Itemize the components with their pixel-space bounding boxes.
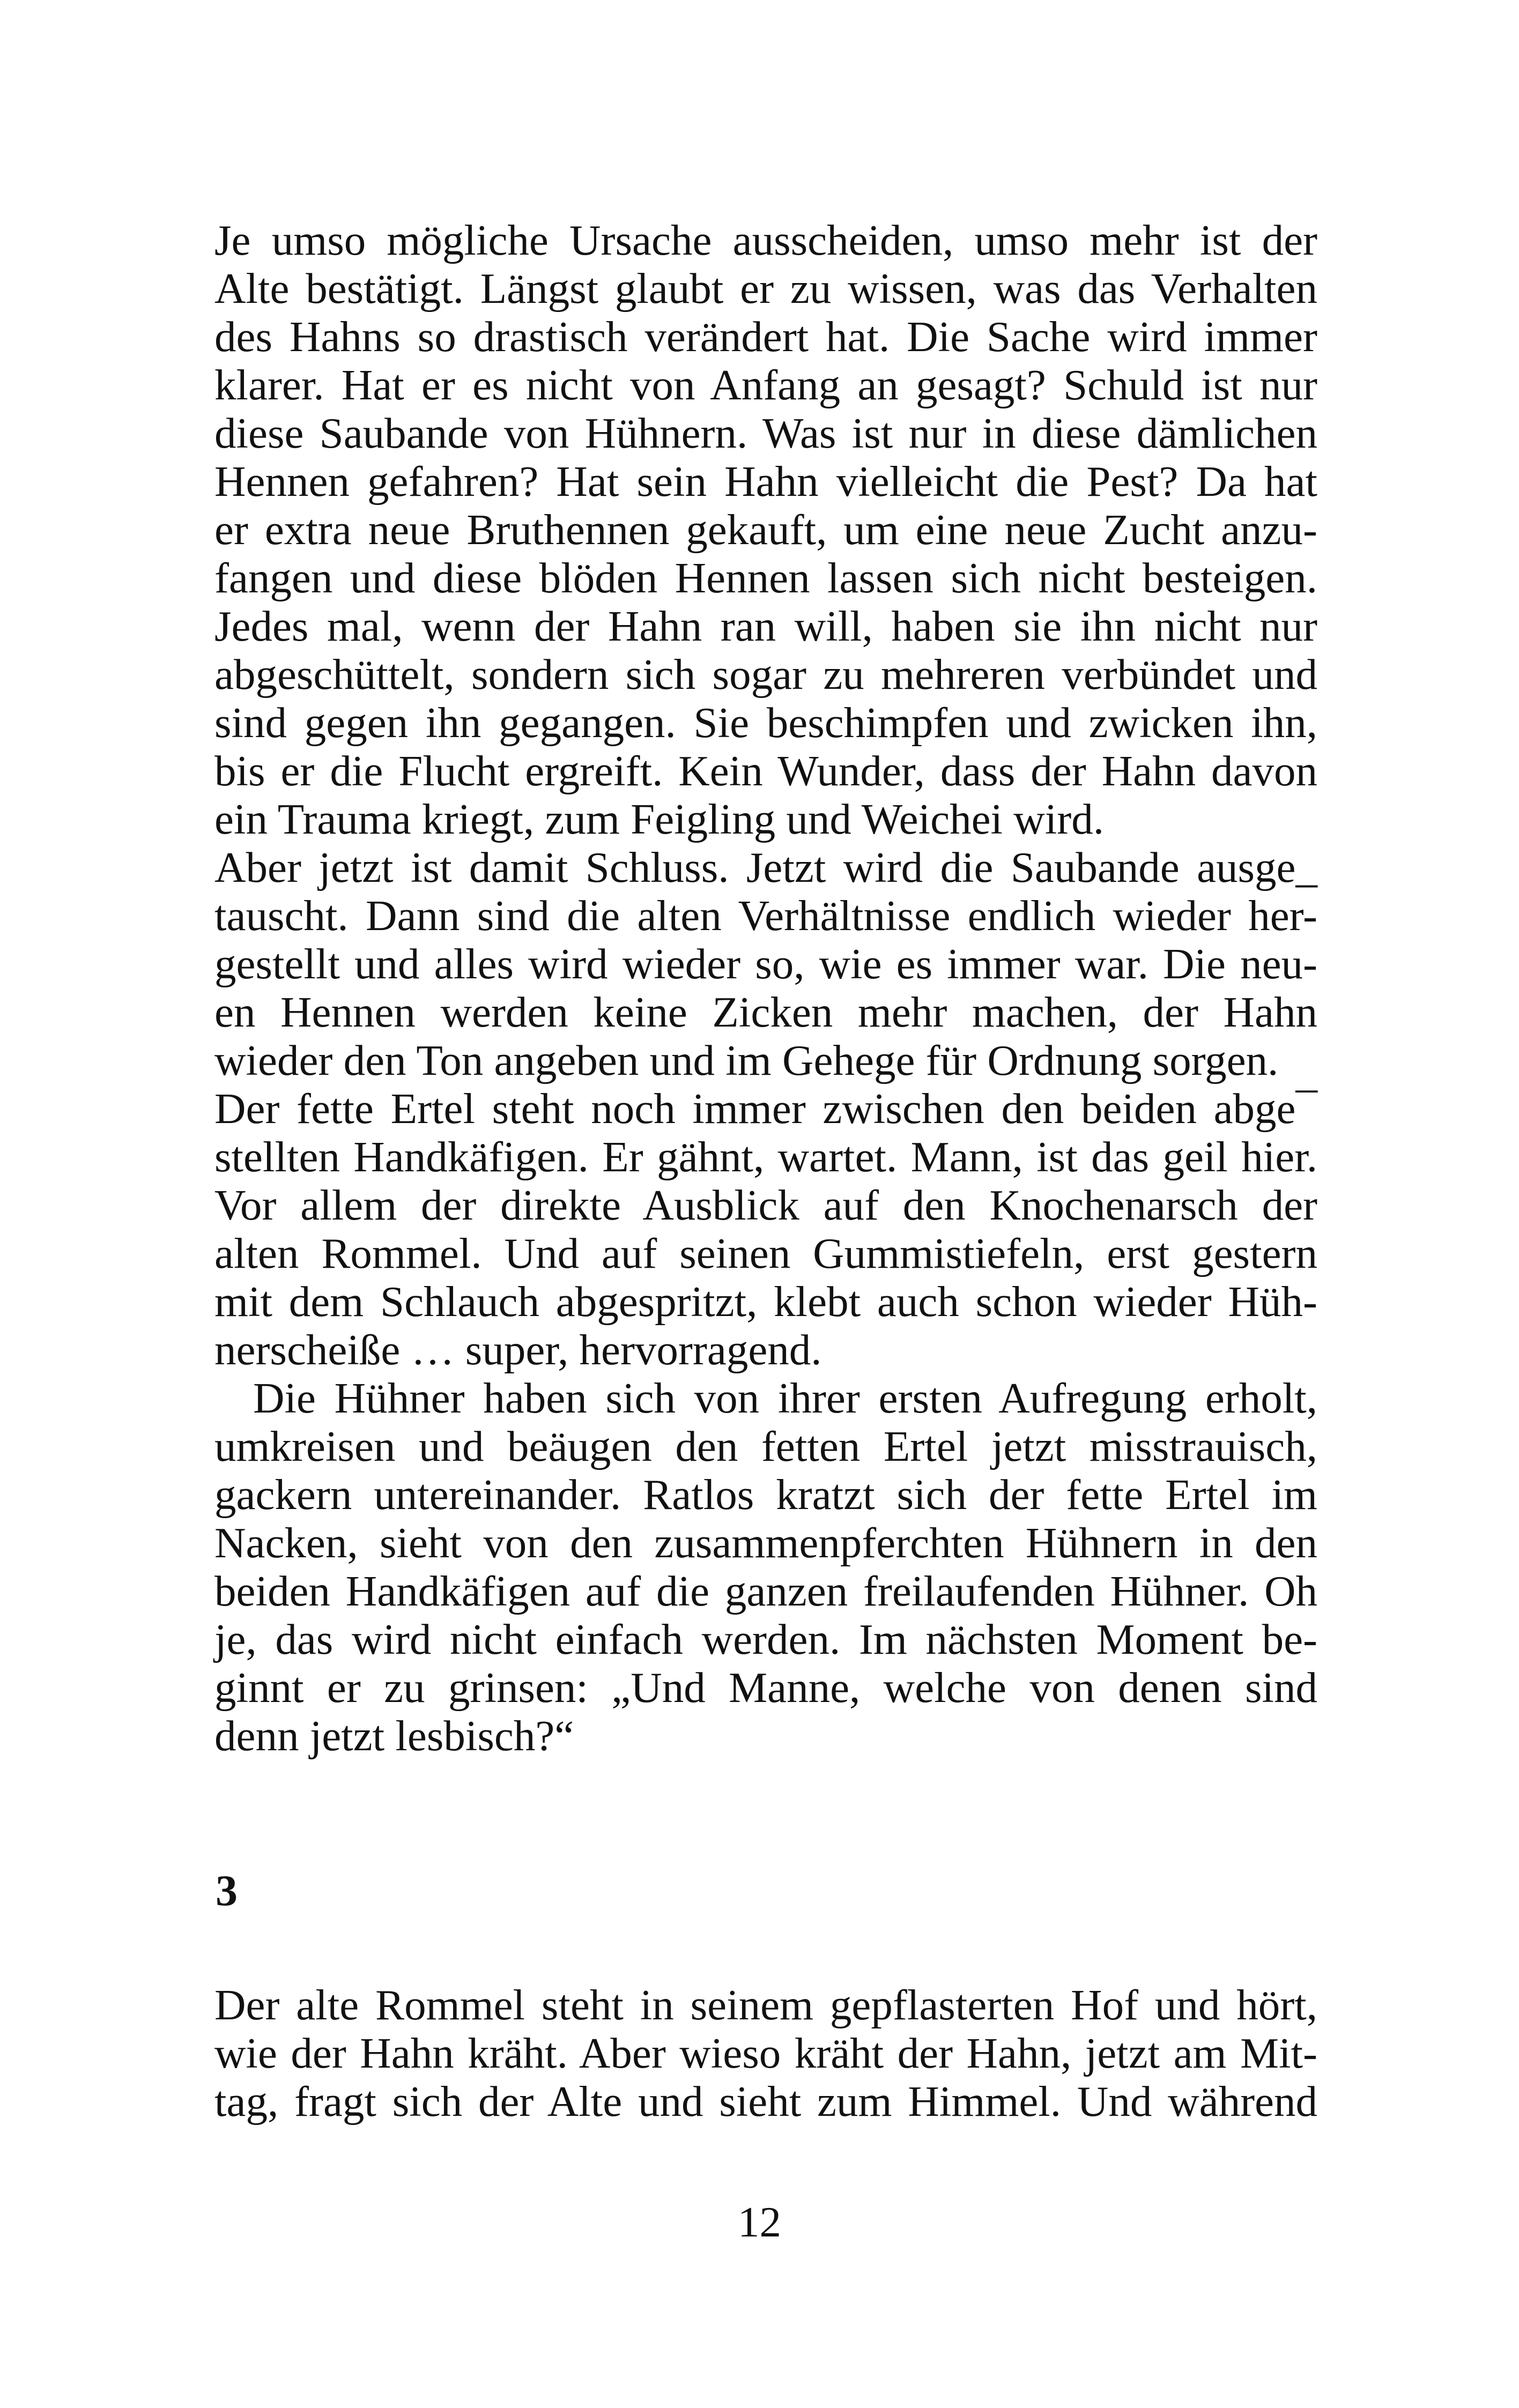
- chapter-text: [214, 1981, 1317, 2125]
- text-line: klarer. Hat er es nicht von Anfang an gesagt? Schuld ist nur: [214, 361, 1317, 409]
- text-line: beiden Handkäfigen auf die ganzen freilaufenden Hühner. Oh: [214, 1567, 1317, 1615]
- text-line: Alte bestätigt. Längst glaubt er zu wissen, was das Verhalten: [214, 264, 1317, 313]
- text-line: gackern untereinander. Ratlos kratzt sich der fette Ertel im: [214, 1470, 1317, 1519]
- text-line: er extra neue Bruthennen gekauft, um eine neue Zucht anzu-: [214, 506, 1317, 554]
- text-line: fangen und diese blöden Hennen lassen sich nicht besteigen.: [214, 554, 1317, 602]
- text-line: Der fette Ertel steht noch immer zwischen den beiden abge¯: [214, 1084, 1317, 1133]
- main-text: [214, 216, 1317, 1760]
- text-line: Vor allem der direkte Ausblick auf den Knochenarsch der: [214, 1181, 1317, 1229]
- text-line: tag, fragt sich der Alte und sieht zum Himmel. Und während: [214, 2077, 1317, 2125]
- text-line: ein Trauma kriegt, zum Feigling und Weichei wird.: [214, 795, 1104, 843]
- text-line: abgeschüttelt, sondern sich sogar zu mehreren verbündet und: [214, 650, 1317, 698]
- text-line: mit dem Schlauch abgespritzt, klebt auch schon wieder Hüh-: [214, 1277, 1317, 1326]
- text-line: Nacken, sieht von den zusammenpferchten Hühnern in den: [214, 1519, 1317, 1567]
- text-line: tauscht. Dann sind die alten Verhältnisse endlich wieder her-: [214, 891, 1317, 940]
- text-line: bis er die Flucht ergreift. Kein Wunder, dass der Hahn davon: [214, 747, 1317, 795]
- paragraph-4: [214, 1374, 1317, 1760]
- text-line: stellten Handkäfigen. Er gähnt, wartet. Mann, ist das geil hier.: [214, 1133, 1317, 1181]
- paragraph-2: [214, 843, 1317, 1084]
- text-line: en Hennen werden keine Zicken mehr machen, der Hahn: [214, 988, 1317, 1036]
- text-line: umkreisen und beäugen den fetten Ertel jetzt misstrauisch,: [214, 1422, 1317, 1470]
- text-line: wieder den Ton angeben und im Gehege für Ordnung sorgen.: [214, 1036, 1279, 1084]
- text-line: wie der Hahn kräht. Aber wieso kräht der Hahn, jetzt am Mit-: [214, 2029, 1317, 2077]
- text-line: Die Hühner haben sich von ihrer ersten Aufregung erholt,: [253, 1374, 1317, 1422]
- text-line: des Hahns so drastisch verändert hat. Die Sache wird immer: [214, 313, 1317, 361]
- text-line: sind gegen ihn gegangen. Sie beschimpfen und zwicken ihn,: [214, 698, 1317, 747]
- text-line: Der alte Rommel steht in seinem gepflasterten Hof und hört,: [214, 1981, 1317, 2029]
- text-line: Je umso mögliche Ursache ausscheiden, umso mehr ist der: [214, 216, 1317, 264]
- chapter-number: 3: [216, 1866, 238, 1915]
- text-line: Hennen gefahren? Hat sein Hahn vielleicht die Pest? Da hat: [214, 457, 1317, 506]
- text-line: denn jetzt lesbisch?“: [214, 1712, 574, 1760]
- text-line: Aber jetzt ist damit Schluss. Jetzt wird die Saubande ausge_: [214, 843, 1317, 891]
- text-line: gestellt und alles wird wieder so, wie es immer war. Die neu-: [214, 940, 1317, 988]
- text-line: diese Saubande von Hühnern. Was ist nur in diese dämlichen: [214, 409, 1317, 457]
- paragraph-5: [214, 1981, 1317, 2125]
- text-line: ginnt er zu grinsen: „Und Manne, welche von denen sind: [214, 1663, 1317, 1712]
- paragraph-3: [214, 1084, 1317, 1374]
- text-line: alten Rommel. Und auf seinen Gummistiefeln, erst gestern: [214, 1229, 1317, 1277]
- text-line: Jedes mal, wenn der Hahn ran will, haben sie ihn nicht nur: [214, 602, 1317, 650]
- page-number: 12: [738, 2198, 781, 2246]
- text-line: nerscheiße … super, hervorragend.: [214, 1326, 822, 1374]
- text-line: je, das wird nicht einfach werden. Im nächsten Moment be-: [214, 1615, 1317, 1663]
- paragraph-1: [214, 216, 1317, 843]
